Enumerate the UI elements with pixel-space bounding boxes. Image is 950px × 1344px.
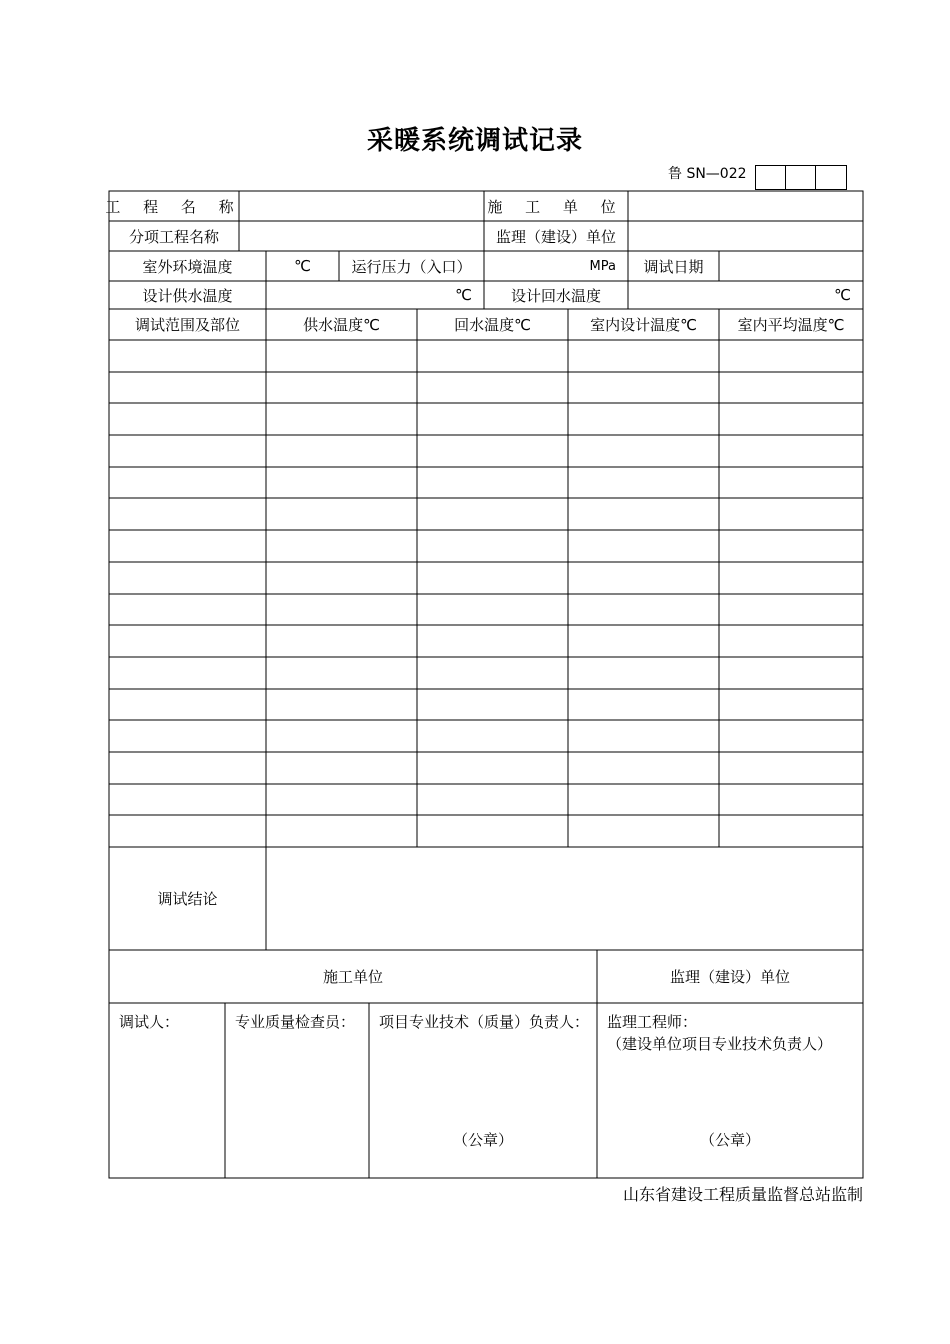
table-cell[interactable] (719, 625, 863, 657)
project-name-field[interactable] (239, 191, 484, 221)
conclusion-label: 调试结论 (157, 890, 218, 908)
table-cell[interactable] (417, 530, 568, 562)
table-cell[interactable] (109, 657, 266, 689)
table-cell[interactable] (719, 498, 863, 530)
supervision-unit-label: 监理（建设）单位 (495, 227, 616, 246)
owner-tech-lead-label: （建设单位项目专业技术负责人） (607, 1035, 833, 1053)
table-cell[interactable] (417, 435, 568, 467)
table-cell[interactable] (109, 689, 266, 721)
table-cell[interactable] (266, 720, 417, 752)
table-cell[interactable] (417, 372, 568, 404)
table-cell[interactable] (417, 403, 568, 435)
table-cell[interactable] (719, 403, 863, 435)
table-cell[interactable] (568, 689, 719, 721)
table-cell[interactable] (568, 372, 719, 404)
table-cell[interactable] (266, 752, 417, 784)
tester-field[interactable] (109, 1003, 225, 1178)
design-return-label: 设计回水温度 (510, 286, 601, 305)
outdoor-temp-unit: ℃ (294, 257, 311, 275)
table-cell[interactable] (266, 403, 417, 435)
table-cell[interactable] (568, 594, 719, 626)
table-cell[interactable] (266, 340, 417, 372)
table-cell[interactable] (719, 689, 863, 721)
table-cell[interactable] (568, 815, 719, 847)
outdoor-temp-field[interactable] (266, 251, 339, 281)
pressure-unit: MPa (589, 258, 616, 274)
footer-issuer: 山东省建设工程质量监督总站监制 (622, 1185, 863, 1204)
table-cell[interactable] (568, 657, 719, 689)
quality-inspector-field[interactable] (225, 1003, 369, 1178)
table-cell[interactable] (109, 720, 266, 752)
table-cell[interactable] (109, 372, 266, 404)
design-supply-field[interactable] (266, 281, 484, 309)
table-cell[interactable] (109, 498, 266, 530)
construction-unit-label: 施 工 单 位 (487, 197, 625, 216)
table-cell[interactable] (417, 625, 568, 657)
supervision-unit-field[interactable] (628, 221, 863, 251)
table-cell[interactable] (109, 340, 266, 372)
table-cell[interactable] (266, 815, 417, 847)
table-cell[interactable] (568, 530, 719, 562)
table-cell[interactable] (109, 594, 266, 626)
table-cell[interactable] (417, 594, 568, 626)
design-return-unit: ℃ (834, 286, 851, 304)
table-cell[interactable] (417, 657, 568, 689)
table-cell[interactable] (568, 562, 719, 594)
table-cell[interactable] (719, 435, 863, 467)
table-cell[interactable] (266, 625, 417, 657)
seal-right: （公章） (699, 1130, 760, 1149)
table-cell[interactable] (417, 467, 568, 499)
page-title: 采暖系统调试记录 (366, 126, 583, 156)
table-cell[interactable] (417, 340, 568, 372)
form-number-boxes[interactable] (755, 165, 847, 190)
header-test-range: 调试范围及部位 (134, 316, 240, 334)
table-cell[interactable] (109, 562, 266, 594)
form-number-box[interactable] (816, 166, 846, 189)
table-cell[interactable] (719, 815, 863, 847)
table-cell[interactable] (568, 403, 719, 435)
table-cell[interactable] (568, 784, 719, 816)
table-cell[interactable] (266, 784, 417, 816)
tech-lead-label: 项目专业技术（质量）负责人： (379, 1013, 590, 1031)
form-code: 鲁 SN—022 (668, 166, 747, 182)
table-cell[interactable] (719, 657, 863, 689)
table-cell[interactable] (109, 625, 266, 657)
pressure-label: 运行压力（入口） (351, 257, 472, 276)
table-cell[interactable] (266, 657, 417, 689)
table-cell[interactable] (568, 752, 719, 784)
table-cell[interactable] (719, 784, 863, 816)
table-cell[interactable] (266, 498, 417, 530)
table-cell[interactable] (719, 594, 863, 626)
table-cell[interactable] (719, 562, 863, 594)
sub-project-label: 分项工程名称 (128, 227, 219, 246)
table-cell[interactable] (417, 784, 568, 816)
construction-unit-field[interactable] (628, 191, 863, 221)
table-cell[interactable] (417, 498, 568, 530)
table-cell[interactable] (417, 815, 568, 847)
header-return-temp: 回水温度℃ (454, 316, 531, 334)
project-name-label: 工 程 名 称 (105, 197, 243, 216)
design-return-field[interactable] (628, 281, 863, 309)
header-supply-temp: 供水温度℃ (303, 316, 380, 334)
outdoor-temp-label: 室外环境温度 (142, 257, 233, 276)
table-cell[interactable] (109, 403, 266, 435)
table-cell[interactable] (568, 467, 719, 499)
table-cell[interactable] (719, 530, 863, 562)
test-date-label: 调试日期 (643, 257, 704, 276)
table-cell[interactable] (568, 625, 719, 657)
table-cell[interactable] (568, 498, 719, 530)
tester-label: 调试人： (119, 1013, 180, 1031)
table-cell[interactable] (109, 784, 266, 816)
test-date-field[interactable] (719, 251, 863, 281)
table-cell[interactable] (266, 467, 417, 499)
sig-supervision-unit: 监理（建设）单位 (669, 968, 790, 986)
seal-left: （公章） (452, 1130, 513, 1149)
table-cell[interactable] (109, 467, 266, 499)
table-cell[interactable] (417, 720, 568, 752)
table-cell[interactable] (568, 720, 719, 752)
header-indoor-design-temp: 室内设计温度℃ (590, 316, 697, 334)
table-cell[interactable] (109, 815, 266, 847)
table-cell[interactable] (568, 340, 719, 372)
table-cell[interactable] (266, 562, 417, 594)
sig-construction-unit: 施工单位 (322, 968, 383, 986)
form-number-box[interactable] (786, 166, 816, 189)
table-cell[interactable] (417, 689, 568, 721)
table-cell[interactable] (719, 372, 863, 404)
table-cell[interactable] (719, 467, 863, 499)
table-cell[interactable] (417, 562, 568, 594)
sub-project-field[interactable] (239, 221, 484, 251)
table-cell[interactable] (266, 530, 417, 562)
table-cell[interactable] (109, 530, 266, 562)
table-cell[interactable] (109, 435, 266, 467)
table-cell[interactable] (719, 752, 863, 784)
design-supply-label: 设计供水温度 (142, 286, 233, 305)
form-number-box[interactable] (756, 166, 786, 189)
table-cell[interactable] (417, 752, 568, 784)
design-supply-unit: ℃ (455, 286, 472, 304)
table-cell[interactable] (266, 372, 417, 404)
supervisor-label: 监理工程师： (607, 1013, 698, 1031)
header-indoor-avg-temp: 室内平均温度℃ (737, 316, 845, 334)
pressure-field[interactable] (484, 251, 628, 281)
table-cell[interactable] (719, 720, 863, 752)
table-cell[interactable] (266, 435, 417, 467)
table-cell[interactable] (266, 689, 417, 721)
table-cell[interactable] (266, 594, 417, 626)
conclusion-field[interactable] (266, 847, 863, 950)
table-cell[interactable] (568, 435, 719, 467)
table-cell[interactable] (719, 340, 863, 372)
table-cell[interactable] (109, 752, 266, 784)
quality-inspector-label: 专业质量检查员： (235, 1013, 356, 1031)
